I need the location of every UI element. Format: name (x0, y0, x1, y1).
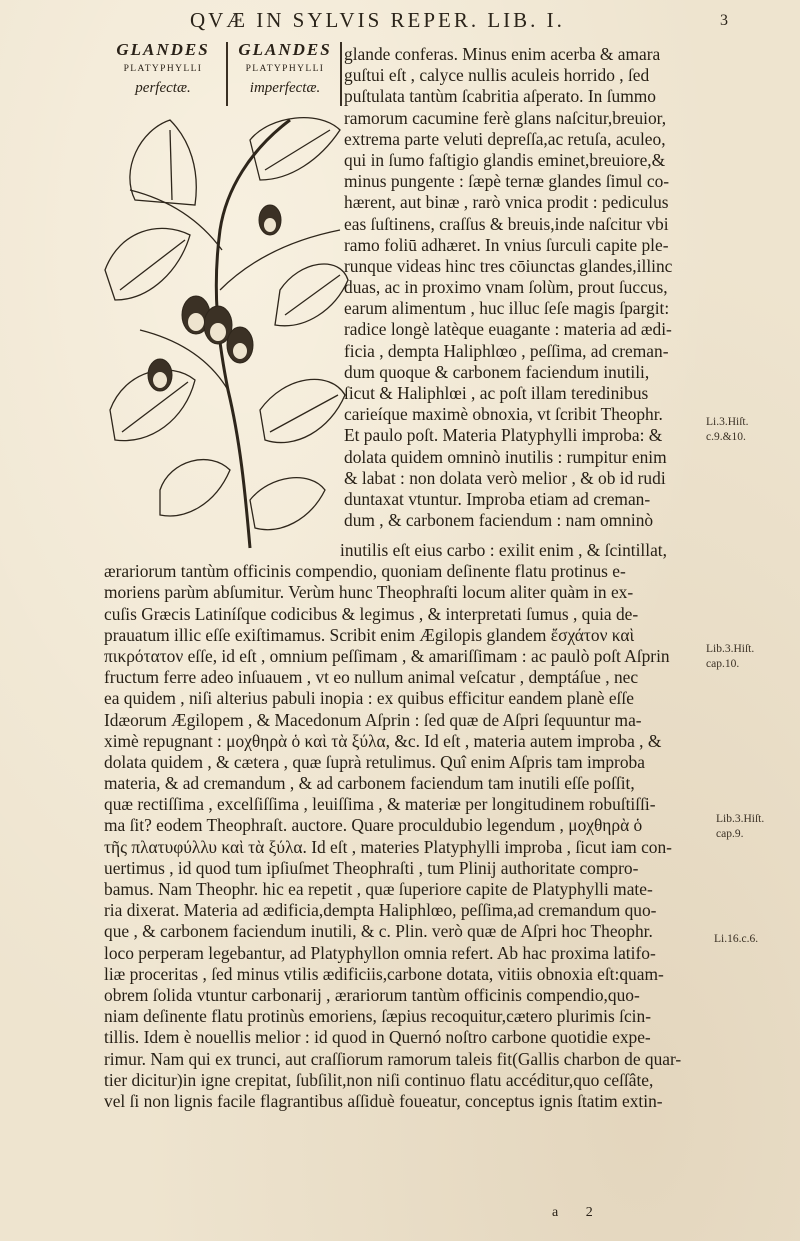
text-line: que , & carbonem faciendum inutili, & c. Plin. verò quæ de Aſpri hoc Theophr. (104, 921, 653, 942)
text-line: qui in ſumo faſtigio glandis eminet,breuiore,& (344, 149, 666, 170)
right-column-text (344, 44, 672, 531)
text-line: dolata quidem omninò inutilis : rumpitur enim (344, 446, 667, 467)
text-line: radice longè latèque euagante : materia ad ædi- (344, 319, 672, 340)
text-line: inutilis eſt eius carbo : exilit enim , & ſcintillat, (340, 540, 667, 560)
text-line: obrem ſolida vtuntur carbonarij , ærariorum tantùm officinis compendio,quo- (104, 984, 640, 1005)
margin-note-line: Lib.3.Hiſt. (706, 643, 755, 655)
text-line: liæ proceritas , ſed minus vtilis ædificiis,carbone dotata, vitiis obnoxia eſt:quam- (104, 963, 664, 984)
column-heading-subtitle: PLATYPHYLLI (123, 64, 203, 74)
margin-note (714, 932, 758, 947)
column-heading-subtitle: PLATYPHYLLI (245, 64, 325, 74)
text-line: bamus. Nam Theophr. hic ea repetit , quæ ſuperiore capite de Platyphylli mate- (104, 879, 653, 899)
text-line: duntaxat vtuntur. Improba etiam ad creman- (344, 488, 651, 509)
text-line: ramorum cacumine ferè glans naſcitur,breuior, (344, 107, 667, 128)
text-line: quæ rectiſſima , excelſiſſima , leuiſſima , & materiæ per longitudinem robuſtiſſi- (104, 794, 656, 815)
text-line: duas, ac in proximo vnam ſolùm, prout ſuccus, (344, 277, 668, 298)
text-line: ſicut & Haliphlœi , ac poſt illam teredinibus (344, 383, 649, 403)
text-line: Idæorum Ægilopem , & Macedonum Aſprin : ſed quæ de Aſpri ſequuntur ma- (104, 709, 642, 730)
margin-note (716, 812, 764, 842)
text-line: moriens parùm abſumitur. Verùm hunc Theophraſti locum aliter quàm in ex- (104, 582, 634, 603)
text-line: ea quidem , niſi alterius pabuli inopia : ex quibus efficitur eandem planè eſſe (104, 688, 634, 709)
column-divider (226, 42, 228, 106)
text-line: tillis. Idem è nouellis melior : id quod in Quernó noſtro carbone quotidie expe- (104, 1027, 651, 1048)
column-heading-note: imperfectæ. (249, 80, 321, 96)
column-divider (340, 42, 342, 106)
text-line: rimur. Nam qui ex trunci, aut craſſiorum ramorum taleis fit(Gallis charbon de quar- (104, 1048, 682, 1069)
margin-note-line: cap.10. (706, 658, 740, 670)
text-line: ficia , dempta Haliphlœo , peſſima, ad creman- (344, 340, 669, 361)
column-heading-note: perfectæ. (135, 80, 191, 96)
margin-note-line: c.9.&10. (706, 431, 746, 443)
folio-number: 3 (720, 12, 728, 29)
signature-mark: a 2 (552, 1205, 605, 1220)
text-line: cuſis Græcis Latiníſque codicibus & legimus , & interpretati ſumus , quia de- (104, 603, 639, 624)
margin-note-line: cap.9. (716, 828, 744, 840)
text-line: guſtui eſt , calyce nullis aculeis horrido , ſed (344, 65, 650, 86)
text-line: runque videas hinc tres cōiunctas glandes,illinc (344, 255, 673, 276)
text-line: Et paulo poſt. Materia Platyphylli improba: & (344, 425, 663, 446)
text-line: & labat : non dolata verò melior , & ob id rudi (344, 467, 666, 488)
margin-note-line: Li.3.Hiſt. (706, 416, 749, 428)
text-line: earum alimentum , huc illuc ſeſe magis ſpargit: (344, 298, 670, 319)
margin-note (706, 642, 754, 672)
column-heading-title: GLANDES (116, 40, 210, 59)
text-line: πικρότατον eſſe, id eſt , omnium peſſimam , & amariſſimam : ac paulò poſt Aſprin (104, 645, 670, 666)
text-line: eas ſuſtinens, craſſus & breuis,inde naſcitur vbi (344, 213, 669, 234)
text-line: dum quoque & carbonem faciendum inutili, (344, 361, 650, 382)
oak-branch-with-acorns-woodcut-icon (100, 110, 350, 550)
margin-note-line: Li.16.c.6. (714, 933, 759, 945)
column-heading-perfectae (104, 40, 222, 97)
column-heading-title: GLANDES (238, 40, 332, 59)
text-line: ramo foliū adhæret. In vnius ſurculi capite ple- (344, 234, 669, 255)
column-heading-imperfectae (230, 40, 340, 97)
text-line: prauatum illic eſſe exiſtimamus. Scribit enim Ægilopis glandem ἔσχάτον καὶ (104, 624, 635, 645)
text-line: ximè repugnant : μοχθηρὰ ὁ καὶ τὰ ξύλα, &c. Id eſt , materia autem improba , & (104, 730, 662, 751)
text-line: τῆς πλατυφύλλυ καὶ τὰ ξύλα. Id eſt , materies Platyphylli improba , ſicut iam con- (104, 836, 672, 857)
full-width-text (104, 540, 681, 1112)
text-line: dum , & carbonem faciendum : nam omninò (344, 510, 654, 531)
text-line: tier dicitur)in igne crepitat, ſubſilit,non niſi continuo flatu accéditur,quo ceſſâte, (104, 1069, 654, 1090)
text-line: puſtulata tantùm ſcabritia aſperato. In ſummo (344, 86, 656, 107)
text-line: loco perperam legebantur, ad Platyphyllon omnia refert. Ab hac proxima latifo- (104, 942, 656, 963)
text-line: niam deſinente flatu protinùs emoriens, ſæpius recoquitur,cætero plurimis ſcin- (104, 1006, 651, 1027)
text-line: hærent, aut binæ , rarò vnica prodit : pediculus (344, 192, 669, 213)
text-line: materia, & ad cremandum , & ad carbonem faciendum tam inutili eſſe poſſit, (104, 773, 635, 794)
running-title: QVÆ IN SYLVIS REPER. LIB. I. (190, 8, 565, 32)
text-line: carieíque maximè obnoxia, vt ſcribit Theophr. (344, 404, 663, 425)
margin-note (706, 415, 749, 445)
text-line: glande conferas. Minus enim acerba & amara (344, 44, 661, 64)
text-line: vel ſi non lignis facile flagrantibus aſſiduè foueatur, conceptus ignis ſtatim extin- (104, 1090, 663, 1111)
text-line: ærariorum tantùm officinis compendio, quoniam deſinente flatu protinus e- (104, 561, 626, 582)
text-line: minus pungente : ſæpè ternæ glandes ſimul co- (344, 171, 670, 192)
margin-note-line: Lib.3.Hiſt. (716, 813, 765, 825)
text-line: fructum ferre adeo inſuauem , vt eo nullum animal veſcatur , demptáſue , nec (104, 667, 639, 688)
text-line: ma ſit? eodem Theophraſt. auctore. Quare proculdubio legendum , μοχθηρὰ ὁ (104, 815, 643, 836)
text-line: uertimus , id quod tum ipſiuſmet Theophraſti , tum Plinij authoritate compro- (104, 857, 639, 878)
text-line: dolata quidem , & cætera , quæ ſuprà retulimus. Quî enim Aſpris tam improba (104, 751, 645, 772)
text-line: ria dixerat. Materia ad ædificia,dempta Haliphlœo, peſſima,ad cremandum quo- (104, 900, 657, 921)
running-header (190, 8, 750, 33)
text-line: extrema parte veluti depreſſa,ac retuſa, aculeo, (344, 128, 666, 149)
